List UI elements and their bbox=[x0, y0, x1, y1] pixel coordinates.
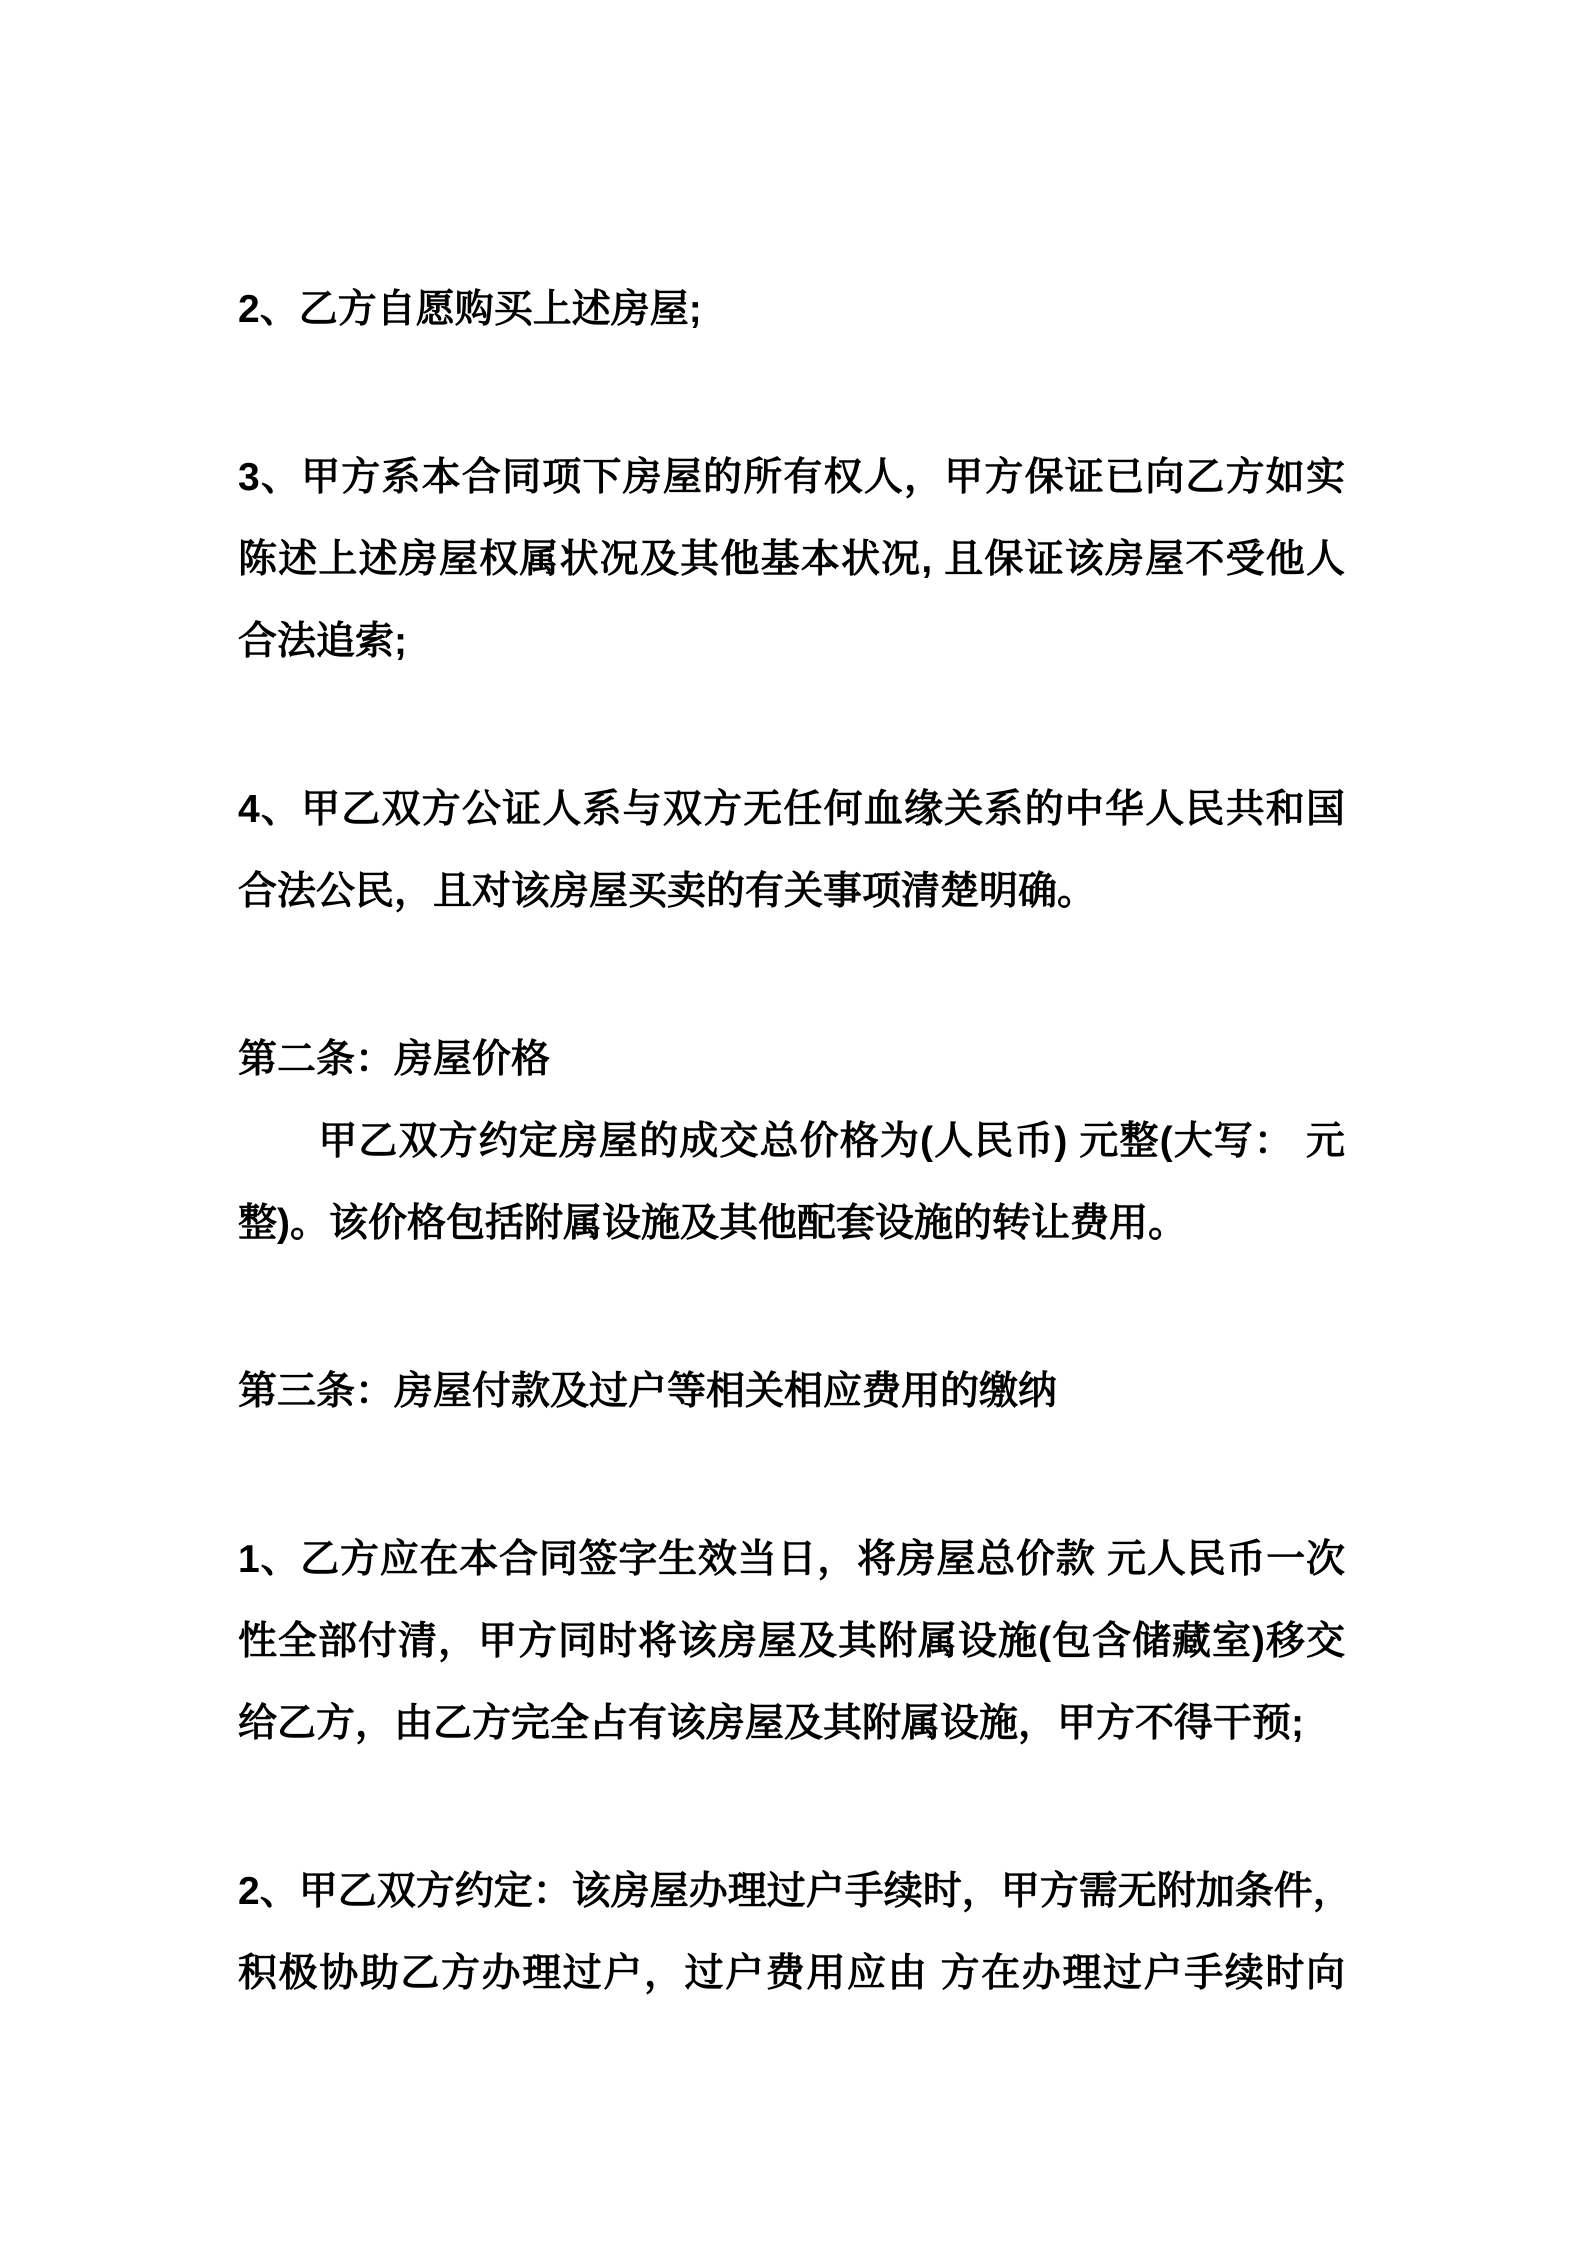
text-line: 陈述上述房屋权属状况及其他基本状况, 且保证该房屋不受他人 bbox=[238, 538, 1345, 581]
paragraph bbox=[238, 1101, 1345, 1265]
paragraph bbox=[238, 1519, 1345, 1765]
paragraph bbox=[238, 1851, 1352, 2015]
paragraph bbox=[238, 769, 1345, 933]
text-line: 合法追索; bbox=[238, 620, 407, 663]
text-line: 1、乙方应在本合同签字生效当日，将房屋总价款 元人民币一次 bbox=[238, 1538, 1345, 1581]
text-line: 甲乙双方约定房屋的成交总价格为(人民币) 元整(大写： 元 bbox=[238, 1120, 1345, 1163]
contract-document bbox=[238, 269, 1352, 2101]
text-line: 第二条：房屋价格 bbox=[238, 1038, 551, 1081]
text-line: 合法公民，且对该房屋买卖的有关事项清楚明确。 bbox=[238, 870, 1097, 913]
section-heading bbox=[238, 1019, 1345, 1101]
text-line: 给乙方，由乙方完全占有该房屋及其附属设施，甲方不得干预; bbox=[238, 1702, 1304, 1745]
text-line: 2、乙方自愿购买上述房屋; bbox=[238, 288, 702, 331]
text-line: 2、甲乙双方约定：该房屋办理过户手续时，甲方需无附加条件， bbox=[238, 1870, 1352, 1913]
text-line: 第三条：房屋付款及过户等相关相应费用的缴纳 bbox=[238, 1370, 1058, 1413]
text-line: 积极协助乙方办理过户，过户费用应由 方在办理过户手续时向 bbox=[238, 1952, 1345, 1995]
paragraph bbox=[238, 269, 1345, 351]
section-heading bbox=[238, 1351, 1345, 1433]
text-line: 4、甲乙双方公证人系与双方无任何血缘关系的中华人民共和国 bbox=[238, 788, 1345, 831]
text-line: 3、甲方系本合同项下房屋的所有权人，甲方保证已向乙方如实 bbox=[238, 456, 1345, 499]
text-line: 整)。该价格包括附属设施及其他配套设施的转让费用。 bbox=[238, 1202, 1187, 1245]
paragraph bbox=[238, 437, 1345, 683]
text-line: 性全部付清，甲方同时将该房屋及其附属设施(包含储藏室)移交 bbox=[238, 1620, 1345, 1663]
